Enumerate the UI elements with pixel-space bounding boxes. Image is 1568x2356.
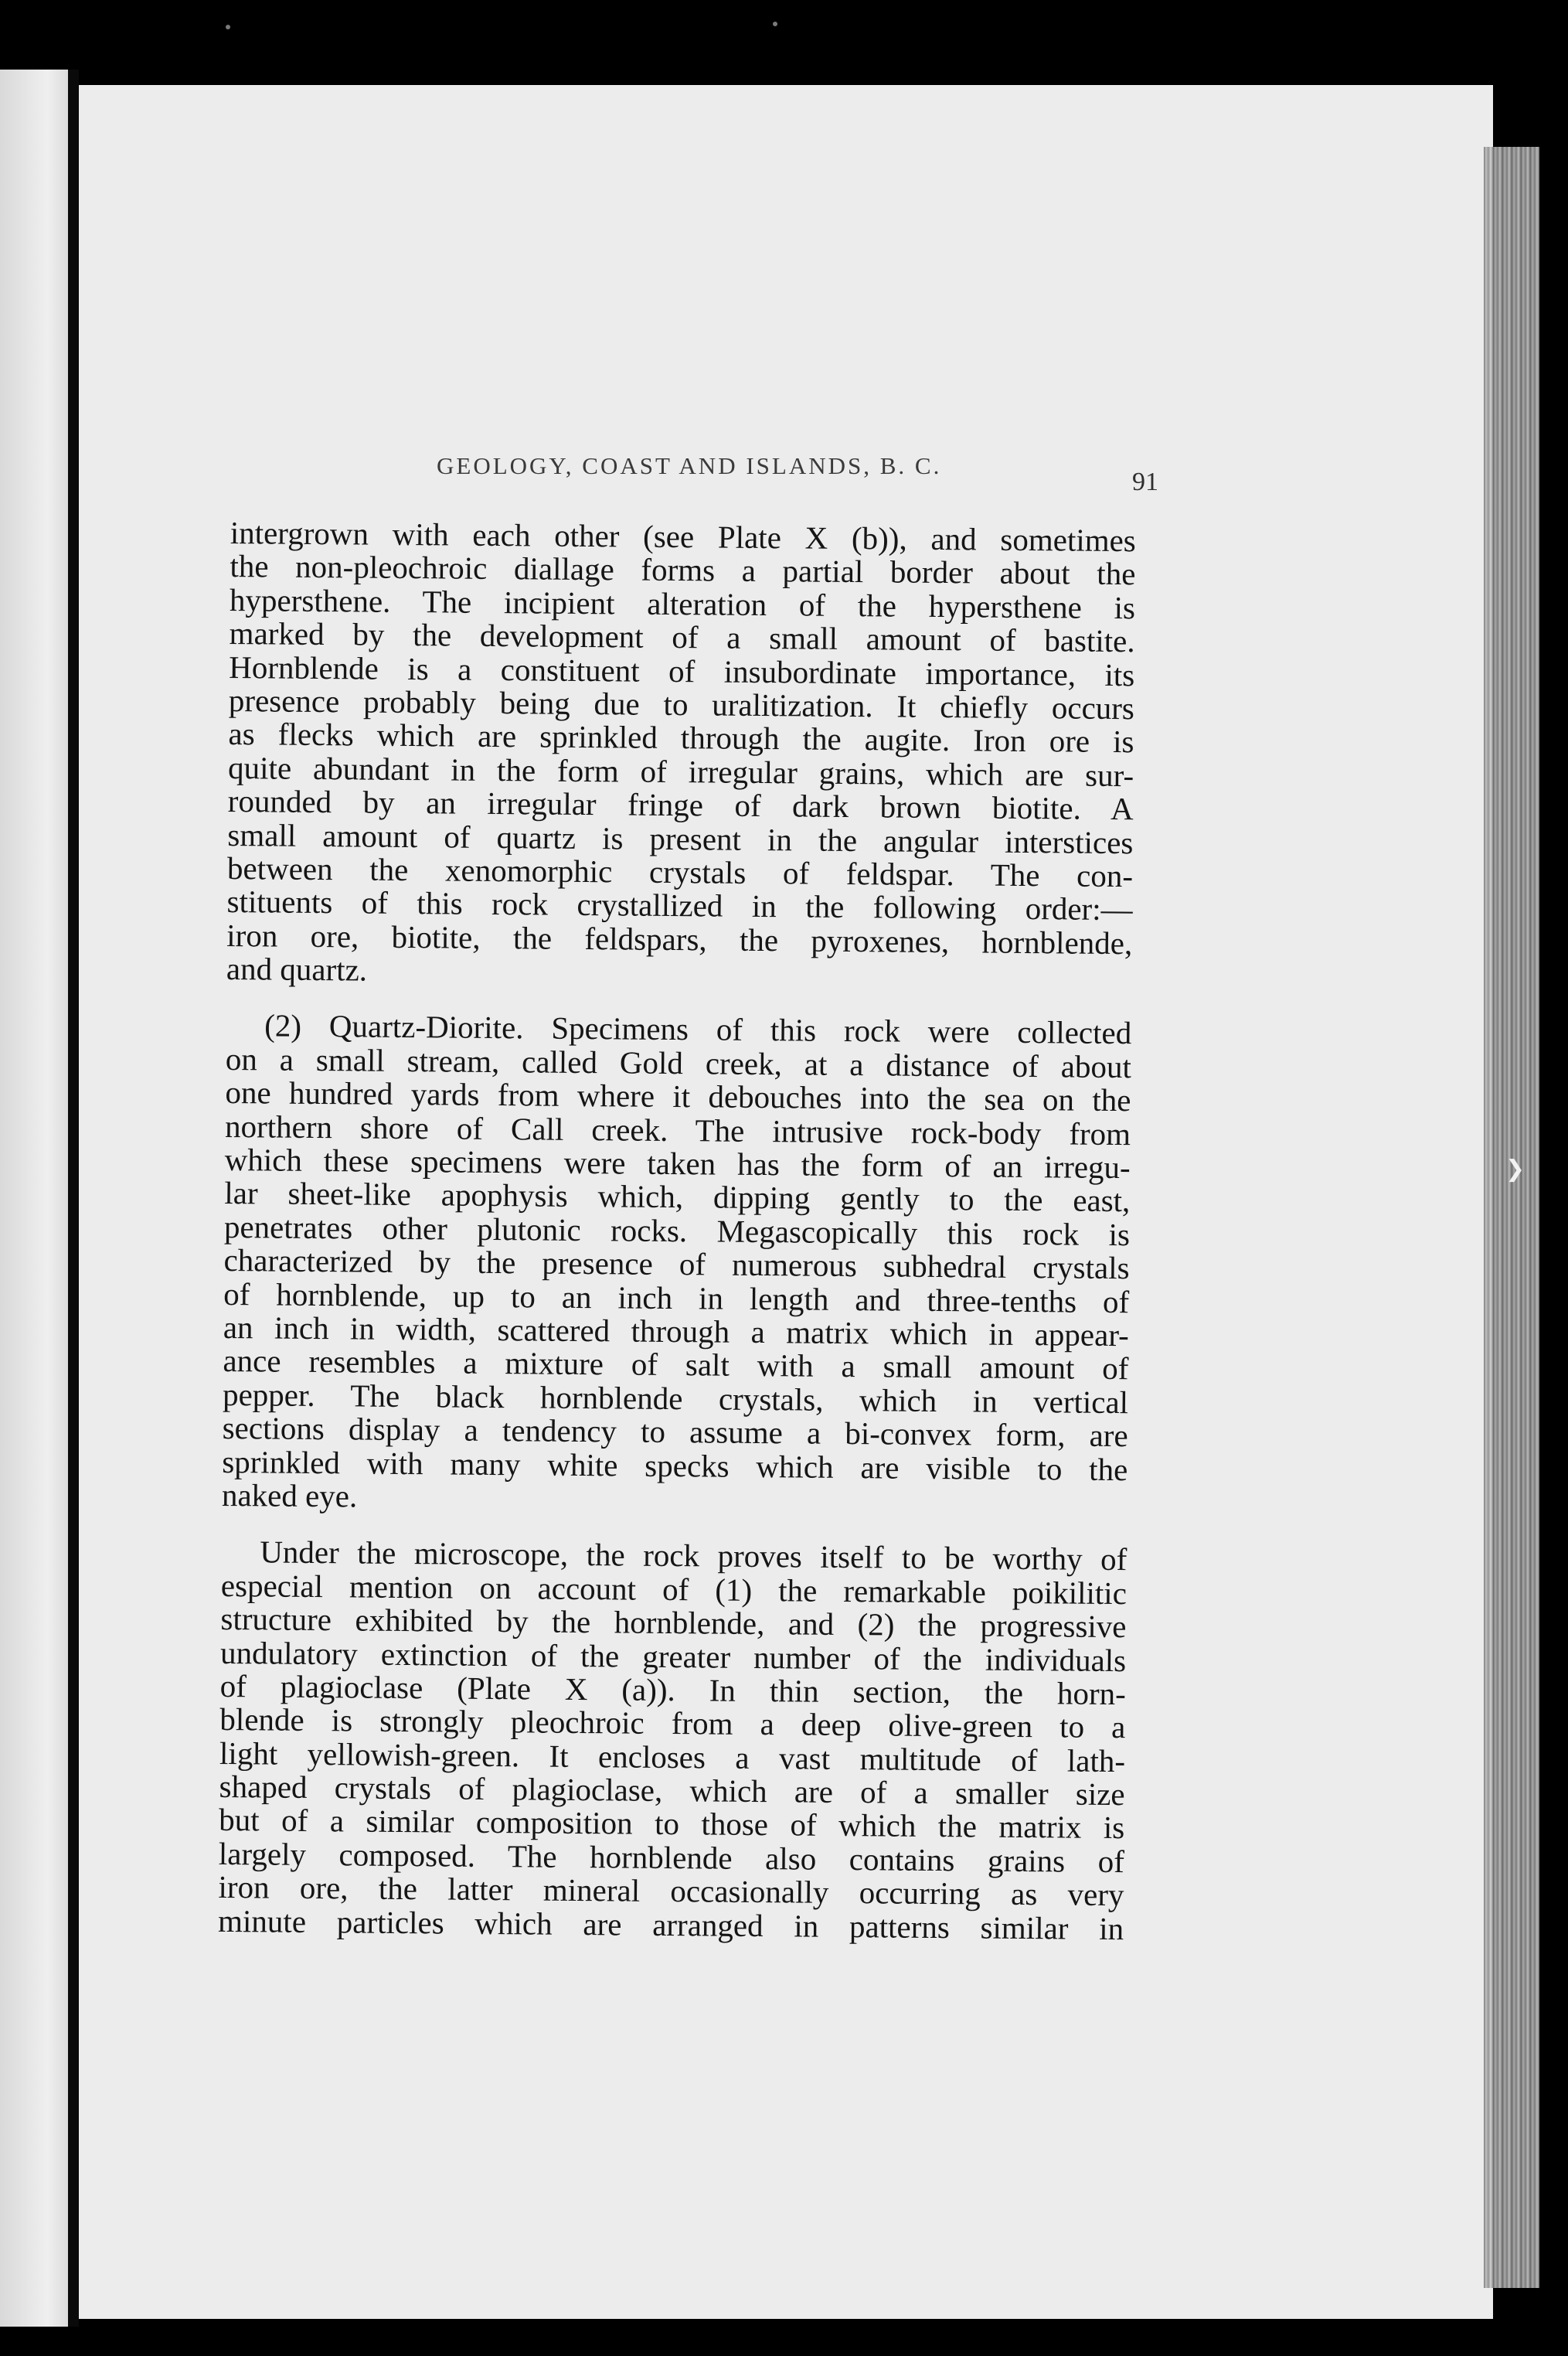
paragraph-3 (218, 1535, 1127, 1946)
text-line: especial mention on account of (1) the remarkable poikilitic (220, 1567, 1128, 1611)
paragraph-2 (222, 1009, 1132, 1520)
text-line: of hornblende, up to an inch in length and three-tenths of (223, 1275, 1130, 1319)
paragraph-1 (226, 516, 1136, 994)
text-line: blende is strongly pleochroic from a deep olive-green to a (219, 1701, 1126, 1745)
scan-speck (773, 22, 777, 26)
text-line: rounded by an irregular fringe of dark brown biotite. A (227, 783, 1134, 827)
text-line: hypersthene. The incipient alteration of the hypersthene is (229, 581, 1136, 626)
text-line: iron ore, the latter mineral occasionally occurring as very (218, 1869, 1124, 1913)
text-line: but of a similar composition to those of which the matrix is (219, 1802, 1125, 1846)
body-text (218, 516, 1136, 1946)
text-line: as flecks which are sprinkled through the augite. Iron ore is (228, 716, 1134, 760)
text-line: intergrown with each other (see Plate X (b)), and sometimes (230, 515, 1136, 559)
text-line: pepper. The black hornblende crystals, which in vertical (222, 1376, 1129, 1420)
text-line: and quartz. (226, 951, 368, 988)
text-line: an inch in width, scattered through a matrix which in appear- (223, 1309, 1130, 1353)
text-line: (2) Quartz-Diorite. Specimens of this rock were collected (264, 1007, 1132, 1051)
text-line: largely composed. The hornblende also contains grains of (218, 1835, 1125, 1880)
text-line: undulatory extinction of the greater number of the individuals (219, 1634, 1127, 1678)
text-line: quite abundant in the form of irregular grains, which are sur- (227, 749, 1134, 793)
text-line: of plagioclase (Plate X (a)). In thin section, the horn- (219, 1667, 1126, 1712)
text-line: structure exhibited by the hornblende, and (2) the progressive (220, 1601, 1127, 1645)
text-line: which these specimens were taken has the form of an irregu- (224, 1142, 1131, 1186)
text-line: characterized by the presence of numerous subhedral crystals (223, 1242, 1130, 1286)
text-line: one hundred yards from where it debouches into the sea on the (225, 1074, 1131, 1118)
previous-page-sliver (0, 70, 68, 2327)
text-line: small amount of quartz is present in the angular interstices (227, 816, 1134, 860)
text-line: penetrates other plutonic rocks. Megascopically this rock is (223, 1208, 1131, 1253)
text-line: naked eye. (221, 1476, 358, 1514)
page-number: 91 (1132, 468, 1158, 496)
text-line: on a small stream, called Gold creek, at a distance of about (225, 1040, 1132, 1085)
text-line: the non-pleochroic diallage forms a partial border about the (230, 548, 1136, 592)
text-line: between the xenomorphic crystals of feldspar. The con- (226, 849, 1134, 894)
text-line: presence probably being due to uralitization. It chiefly occurs (228, 682, 1135, 727)
text-line: ance resembles a mixture of salt with a small amount of (223, 1343, 1129, 1387)
text-line: Under the microscope, the rock proves itself to be worthy of (260, 1534, 1128, 1578)
text-line: sprinkled with many white specks which are visible to the (222, 1443, 1128, 1487)
book-gutter (68, 70, 79, 2327)
edge-arrow-mark-icon: ❯ (1505, 1156, 1525, 1183)
text-line: Hornblende is a constituent of insubordinate importance, its (229, 649, 1135, 693)
text-line: minute particles which are arranged in patterns similar in (217, 1902, 1124, 1946)
text-line: stituents of this rock crystallized in the following order:— (226, 884, 1133, 928)
text-line: lar sheet-like apophysis which, dipping gently to the east, (224, 1175, 1131, 1219)
text-line: marked by the development of a small amount of bastite. (229, 615, 1135, 659)
page-edge-stack (1484, 147, 1539, 2288)
text-line: sections display a tendency to assume a bi-convex form, are (222, 1410, 1128, 1454)
text-line: shaped crystals of plagioclase, which are of a smaller size (219, 1769, 1125, 1813)
scan-speck (226, 25, 230, 29)
text-line: light yellowish-green. It encloses a vast multitude of lath- (219, 1735, 1126, 1779)
text-line: northern shore of Call creek. The intrusive rock-body from (224, 1108, 1131, 1152)
running-head: GEOLOGY, COAST AND ISLANDS, B. C. (437, 452, 942, 479)
text-line: iron ore, biotite, the feldspars, the pyroxenes, hornblende, (226, 917, 1133, 961)
